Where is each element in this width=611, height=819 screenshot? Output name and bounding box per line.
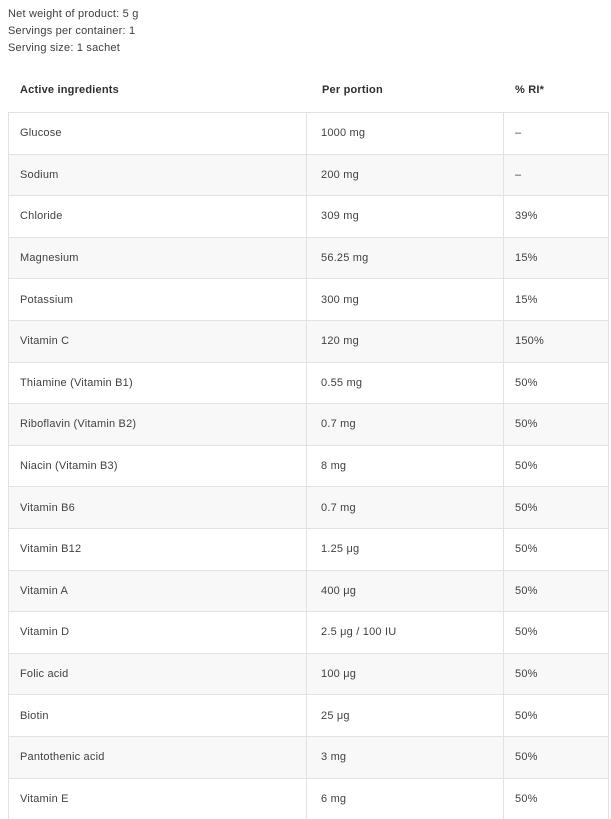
product-info-block: [8, 6, 139, 57]
ingredient-name-cell: Biotin: [9, 695, 307, 736]
ingredient-name-cell: Glucose: [9, 113, 307, 154]
table-row-magnesium: [9, 238, 608, 280]
ri-cell: 50%: [515, 626, 538, 639]
ri-cell: 15%: [515, 293, 538, 306]
per-portion-cell: 3 mg: [307, 737, 504, 778]
table-row-chloride: [9, 196, 608, 238]
ingredient-name-cell: Vitamin E: [9, 779, 307, 819]
ri-cell: 50%: [515, 668, 538, 681]
ri-cell: 50%: [515, 376, 538, 389]
ingredient-name-cell: Vitamin B6: [9, 487, 307, 528]
per-portion-cell: 100 μg: [307, 654, 504, 695]
ri-cell: 150%: [515, 335, 544, 348]
per-portion-cell: 0.7 mg: [307, 404, 504, 445]
ri-cell: 50%: [515, 751, 538, 764]
per-portion-cell: 1.25 μg: [307, 529, 504, 570]
ingredient-name-cell: Sodium: [9, 155, 307, 196]
ingredient-name-cell: Thiamine (Vitamin B1): [9, 363, 307, 404]
table-row-vitamin-b6: [9, 487, 608, 529]
table-row-thiamine: [9, 363, 608, 405]
table-row-vitamin-b12: [9, 529, 608, 571]
per-portion-cell: 1000 mg: [307, 113, 504, 154]
ingredient-name-cell: Magnesium: [9, 238, 307, 279]
ingredient-name-cell: Vitamin B12: [9, 529, 307, 570]
ri-cell: 15%: [515, 252, 538, 265]
servings-per-container-line: Servings per container: 1: [8, 25, 136, 37]
per-portion-cell: 56.25 mg: [307, 238, 504, 279]
per-portion-cell: 309 mg: [307, 196, 504, 237]
ingredient-name-cell: Vitamin C: [9, 321, 307, 362]
per-portion-cell: 300 mg: [307, 279, 504, 320]
col-header-active-ingredients: Active ingredients: [20, 84, 119, 96]
per-portion-cell: 0.7 mg: [307, 487, 504, 528]
per-portion-cell: 200 mg: [307, 155, 504, 196]
per-portion-cell: 120 mg: [307, 321, 504, 362]
per-portion-cell: 25 μg: [307, 695, 504, 736]
table-row-vitamin-d: [9, 612, 608, 654]
col-header-per-portion: Per portion: [322, 84, 383, 96]
table-row-potassium: [9, 279, 608, 321]
ingredient-name-cell: Vitamin D: [9, 612, 307, 653]
ingredient-name-cell: Niacin (Vitamin B3): [9, 446, 307, 487]
serving-size-line: Serving size: 1 sachet: [8, 42, 121, 54]
table-row-riboflavin: [9, 404, 608, 446]
ri-cell: 50%: [515, 709, 538, 722]
per-portion-cell: 400 μg: [307, 571, 504, 612]
ingredient-name-cell: Pantothenic acid: [9, 737, 307, 778]
ri-cell: 50%: [515, 501, 538, 514]
net-weight-line: Net weight of product: 5 g: [8, 8, 139, 20]
ri-cell: 39%: [515, 210, 538, 223]
table-row-glucose: [9, 113, 608, 155]
ingredient-name-cell: Riboflavin (Vitamin B2): [9, 404, 307, 445]
table-row-vitamin-c: [9, 321, 608, 363]
ingredient-name-cell: Potassium: [9, 279, 307, 320]
table-row-sodium: [9, 155, 608, 197]
per-portion-cell: 0.55 mg: [307, 363, 504, 404]
per-portion-cell: 6 mg: [307, 779, 504, 819]
ingredient-name-cell: Chloride: [9, 196, 307, 237]
ri-cell: 50%: [515, 543, 538, 556]
per-portion-cell: 2.5 μg / 100 IU: [307, 612, 504, 653]
table-row-biotin: [9, 695, 608, 737]
ri-cell: –: [515, 168, 522, 181]
table-row-vitamin-e: [9, 779, 608, 819]
ri-cell: 50%: [515, 460, 538, 473]
ri-cell: –: [515, 127, 522, 140]
ingredients-table: [8, 112, 609, 819]
table-row-pantothenic-acid: [9, 737, 608, 779]
table-row-vitamin-a: [9, 571, 608, 613]
ri-cell: 50%: [515, 792, 538, 805]
table-row-folic-acid: [9, 654, 608, 696]
ingredient-name-cell: Folic acid: [9, 654, 307, 695]
col-header-ri: % RI*: [515, 84, 545, 96]
per-portion-cell: 8 mg: [307, 446, 504, 487]
table-row-niacin: [9, 446, 608, 488]
ingredient-name-cell: Vitamin A: [9, 571, 307, 612]
ri-cell: 50%: [515, 584, 538, 597]
ri-cell: 50%: [515, 418, 538, 431]
